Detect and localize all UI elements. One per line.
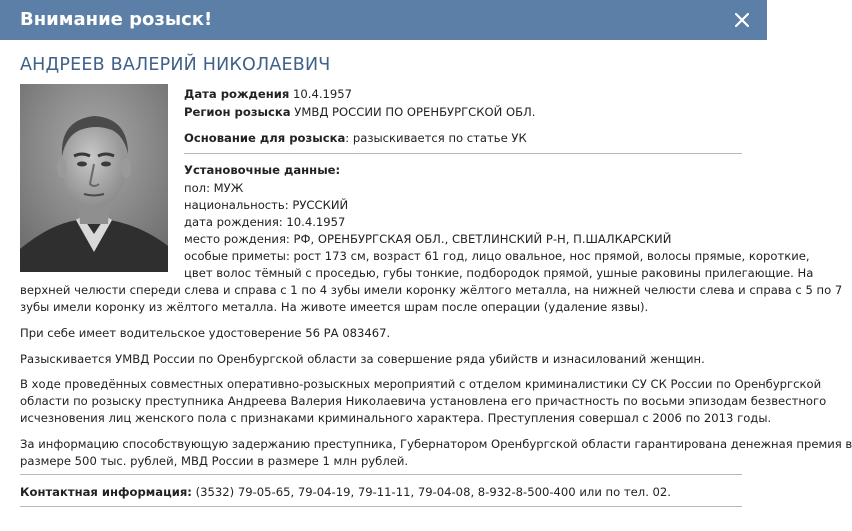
divider	[184, 153, 742, 154]
license-paragraph: При себе имеет водительское удостоверение 56 РА 083467.	[20, 326, 391, 340]
detail-sex: пол: МУЖ	[184, 181, 244, 195]
divider	[20, 506, 742, 507]
close-icon[interactable]	[731, 9, 753, 31]
person-photo-icon	[20, 84, 168, 272]
birth-date-row	[184, 85, 352, 103]
window-title: Внимание розыск!	[20, 9, 213, 30]
person-name: АНДРЕЕВ ВАЛЕРИЙ НИКОЛАЕВИЧ	[20, 55, 331, 75]
search-region-label: Регион розыска	[184, 105, 291, 119]
detail-nationality: национальность: РУССКИЙ	[184, 198, 349, 212]
investigation-line-1: В ходе проведённых совместных оперативно-розыскных мероприятий с отделом криминалистики СУ СК России по Оренбургской	[20, 377, 822, 391]
reward-line-2: размере 500 тыс. рублей, МВД России в размере 1 млн рублей.	[20, 454, 409, 468]
detail-features-line-2: цвет волос тёмный с проседью, губы тонкие, подбородок прямой, ушные раковины прилегающие. На	[184, 266, 814, 280]
search-basis-label: Основание для розыска	[184, 131, 346, 145]
detail-features-line-3: верхней челюсти спереди слева и справа с 1 по 4 зубы имели коронку жёлтого металла, на нижней челюсти слева и справа с 5 по 7	[20, 283, 843, 297]
search-basis-row	[184, 129, 527, 147]
reward-line-1: За информацию способствующую задержанию преступника, Губернатором Оренбургской области гарантирована денежная премия в	[20, 437, 852, 451]
birth-date-value: 10.4.1957	[289, 87, 353, 101]
search-basis-value: : разыскивается по статье УК	[345, 131, 527, 145]
person-photo	[20, 84, 168, 272]
detail-features-line-4: зубы имели коронку из жёлтого металла. На животе имеется шрам после операции (удаление язвы).	[20, 300, 649, 314]
detail-birth-date: дата рождения: 10.4.1957	[184, 215, 346, 229]
search-region-value: УМВД РОССИИ ПО ОРЕНБУРГСКОЙ ОБЛ.	[290, 105, 536, 119]
investigation-line-2: области по розыску преступника Андреева Валерия Николаевича установлена его причастность по восьми эпизодам безвестного	[20, 394, 827, 408]
notice-content	[0, 40, 852, 531]
contact-row	[20, 483, 671, 501]
detail-features-line-1: особые приметы: рост 173 см, возраст 61 год, лицо овальное, нос прямой, волосы прямые, короткие,	[184, 249, 810, 263]
contact-label: Контактная информация:	[20, 485, 192, 499]
investigation-line-3: исчезновения лиц женского пола с признаками криминального характера. Преступления совершал с 2006 по 2013 годы.	[20, 411, 772, 425]
birth-date-label: Дата рождения	[184, 87, 290, 101]
detail-birthplace: место рождения: РФ, ОРЕНБУРГСКАЯ ОБЛ., СВЕТЛИНСКИЙ Р-Н, П.ШАЛКАРСКИЙ	[184, 232, 672, 246]
divider	[20, 474, 742, 475]
window-titlebar	[0, 0, 767, 40]
wanted-by-paragraph: Разыскивается УМВД России по Оренбургской области за совершение ряда убийств и изнасилований женщин.	[20, 352, 705, 366]
details-heading: Установочные данные:	[184, 163, 341, 177]
contact-value: (3532) 79-05-65, 79-04-19, 79-11-11, 79-04-08, 8-932-8-500-400 или по тел. 02.	[191, 485, 671, 499]
search-region-row	[184, 103, 535, 121]
